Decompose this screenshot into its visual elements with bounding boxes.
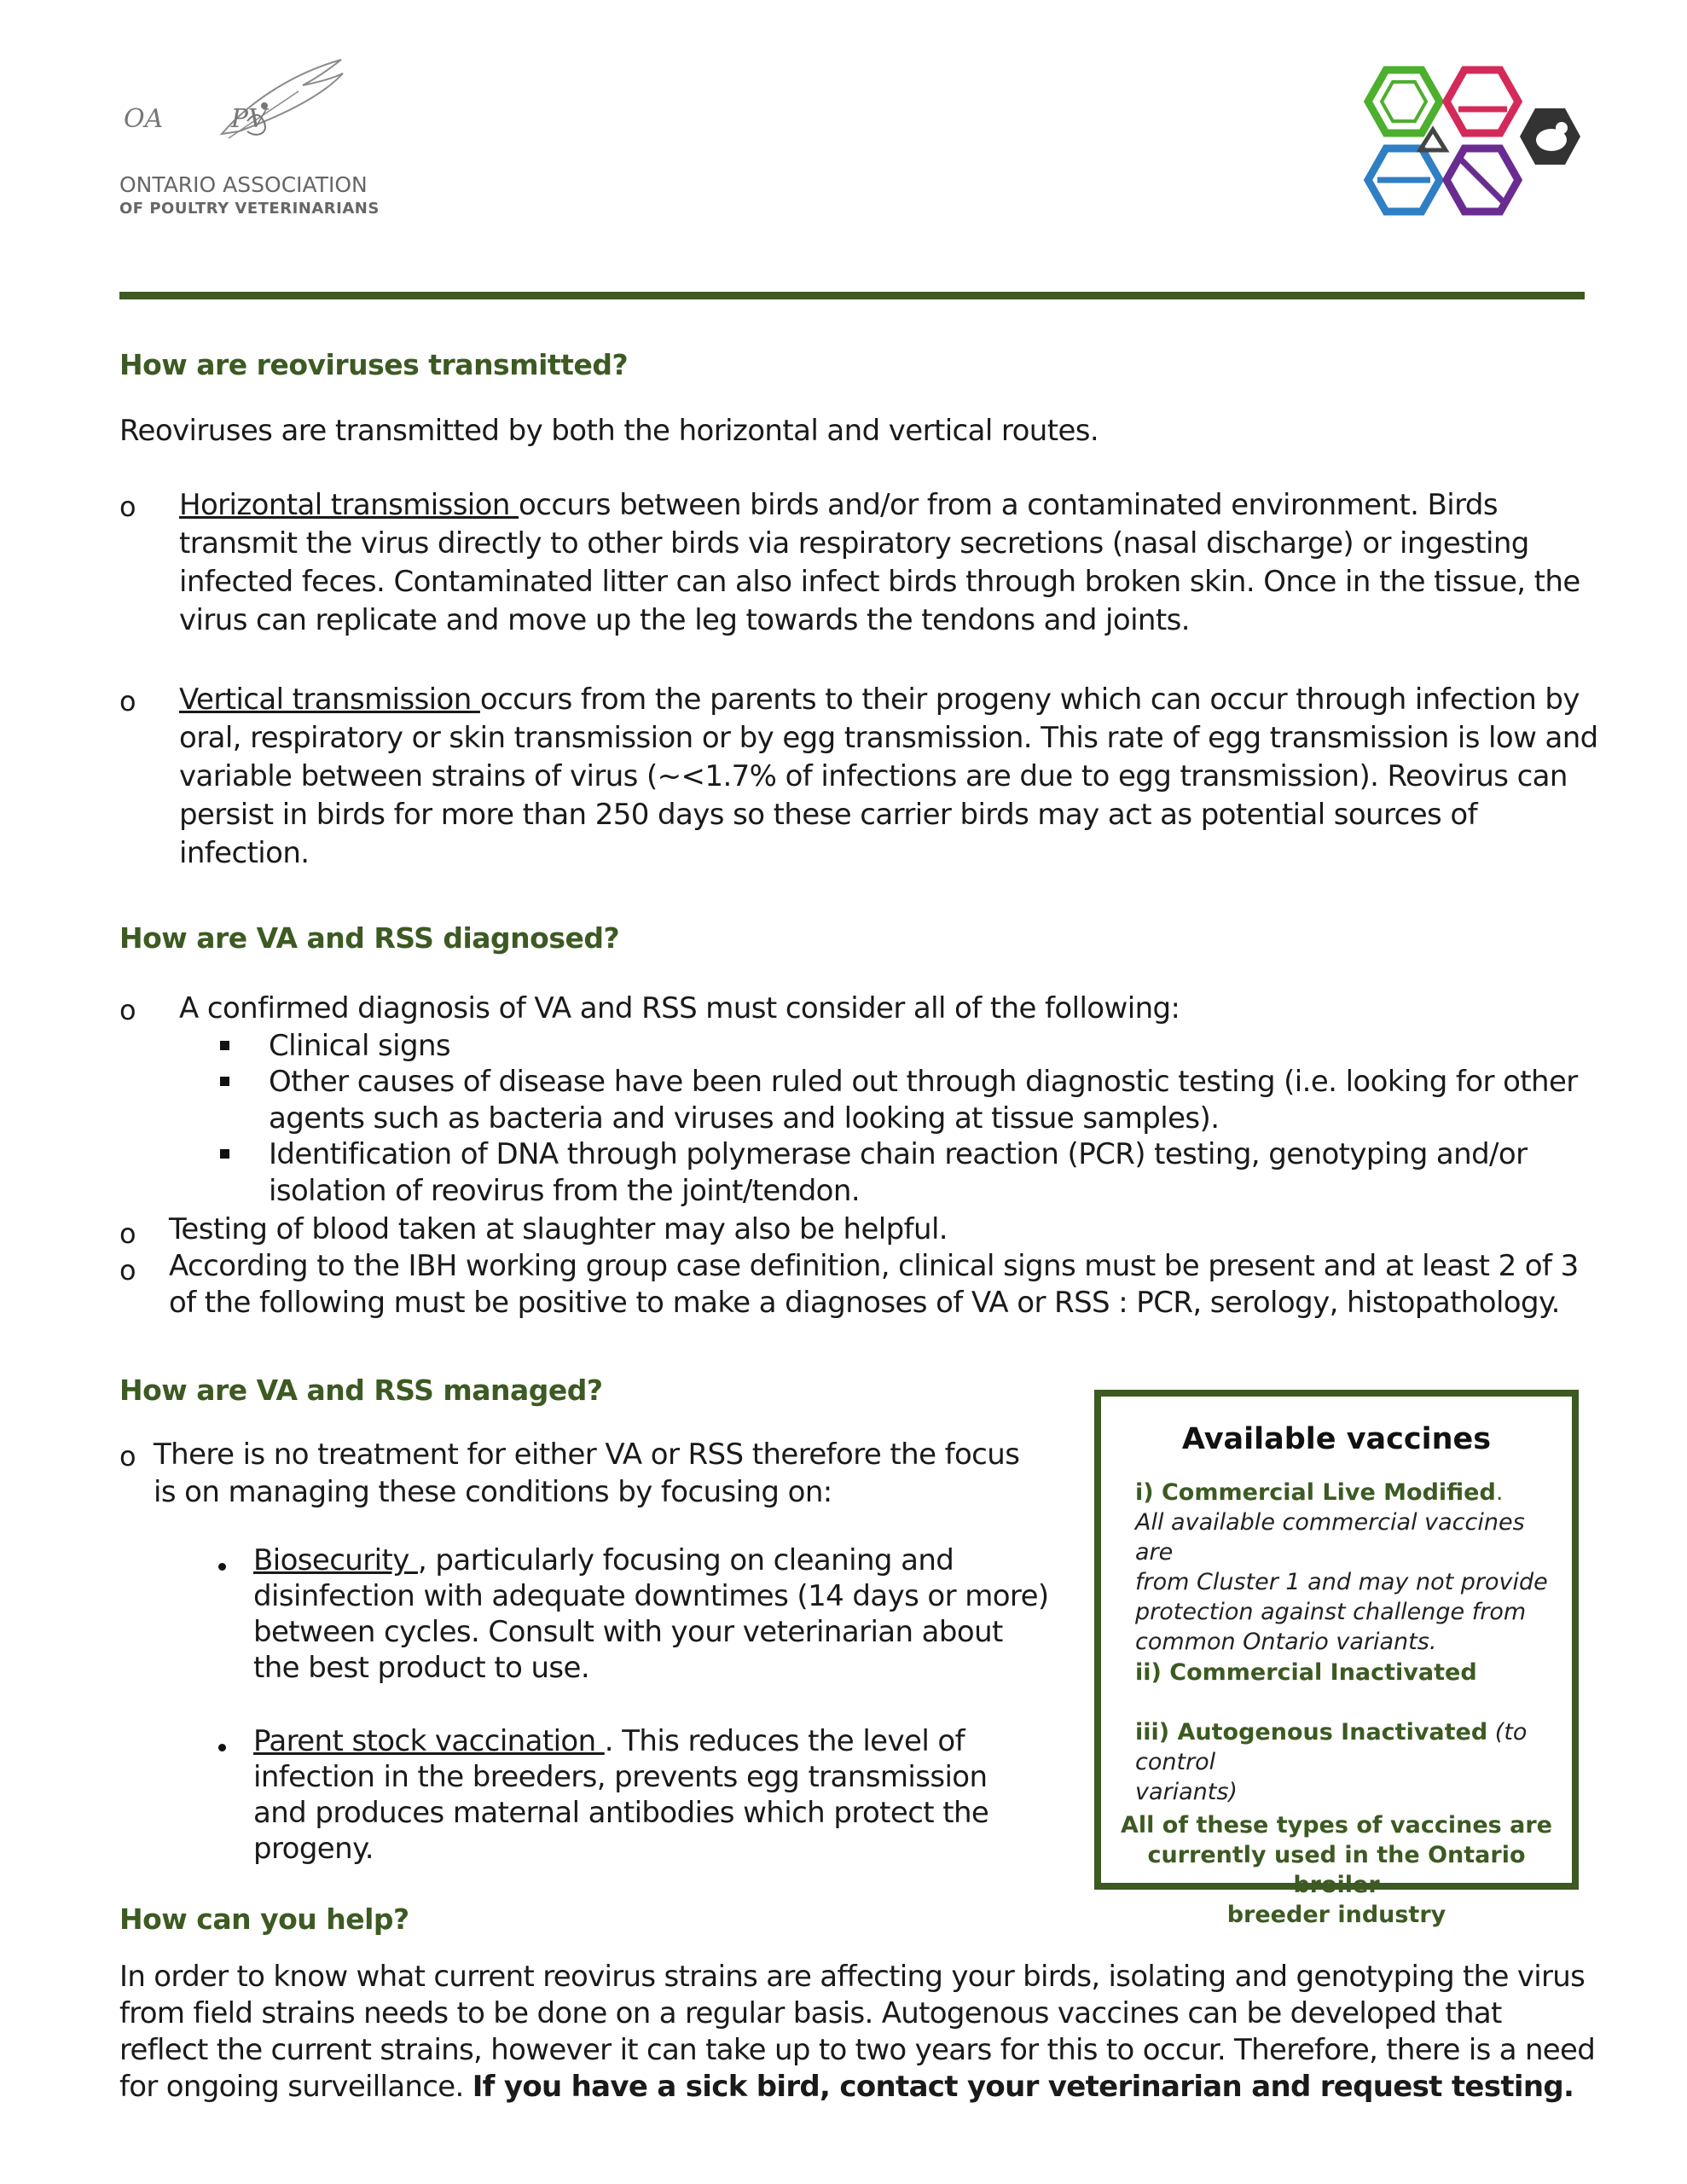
vertical-transmission-paragraph: Vertical transmission occurs from the parents to their progeny which can occur through infection by oral, respiratory or skin transmission or by egg transmission. This rate of egg transmission is low and variable between strains of virus (~<1.7% of infections are due to egg transmission). Reovirus can persist in birds for more than 250 days so these carrier birds may act as potential sources of infection. [179, 682, 1598, 870]
criteria-item: Identification of DNA through polymerase chain reaction (PCR) testing, genotyping and/or isolation of reovirus from the joint/tendon. [269, 1137, 1528, 1208]
vaccination-term: Parent stock vaccination [253, 1724, 605, 1758]
bullet-dot-icon [218, 1563, 226, 1571]
heading-management: How are VA and RSS managed? [119, 1374, 603, 1407]
criteria-item: Clinical signs [269, 1029, 451, 1063]
help-paragraph: In order to know what current reovirus strains are affecting your birds, isolating and genotyping the virus from field strains needs to be done on a regular basis. Autogenous vaccines can be developed that reflect the current strains, however it can take up to two years for this to occur. Therefore, there is a need for ongoing surveillance. If you have a sick bird, contact your veterinarian and request testing. [119, 1960, 1596, 2104]
bullet-marker: o [119, 685, 136, 717]
transmission-intro: Reoviruses are transmitted by both the horizontal and vertical routes. [119, 414, 1099, 448]
criteria-item: Other causes of disease have been ruled out through diagnostic testing (i.e. looking for other agents such as bacteria and viruses and looking at tissue samples). [269, 1065, 1578, 1136]
oapv-logo [119, 53, 380, 224]
oahn-hexagon-icon [1352, 61, 1591, 224]
logo-initials: OA PV [124, 104, 267, 134]
horizontal-transmission-paragraph: Horizontal transmission occurs between birds and/or from a contaminated environment. Birds transmit the virus directly to other birds via respiratory secretions (nasal discharge) or ingesting infected feces. Contaminated litter can also infect birds through broken skin. Once in the tissue, the virus can replicate and move up the leg towards the tendons and joints. [179, 488, 1580, 637]
header-rule [119, 292, 1585, 299]
vaccination-item: Parent stock vaccination . This reduces the level of infection in the breeders, prevents egg transmission and produces maternal antibodies which protect the progeny. [253, 1724, 989, 1866]
vaccines-box-footer: All of these types of vaccines are currently used in the Ontario broiler breeder industry [1121, 1812, 1552, 1928]
square-bullet-icon [220, 1041, 229, 1050]
org-name-line1: ONTARIO ASSOCIATION [119, 172, 368, 197]
diagnosis-extra-item: Testing of blood taken at slaughter may also be helpful. [169, 1212, 948, 1246]
management-intro: There is no treatment for either VA or RSS therefore the focus is on managing these conditions by focusing on: [154, 1438, 1020, 1509]
org-name-line2: OF POULTRY VETERINARIANS [119, 200, 380, 218]
oahn-logo [1352, 61, 1591, 224]
call-to-action: If you have a sick bird, contact your veterinarian and request testing. [472, 2070, 1574, 2104]
bullet-marker: o [119, 1254, 136, 1287]
vaccine-type-live: i) Commercial Live Modified. All available commercial vaccines are from Cluster 1 and may not provide protection against challenge from common Ontario variants. [1135, 1479, 1548, 1655]
available-vaccines-box [1094, 1390, 1579, 1928]
diagnosis-intro: A confirmed diagnosis of VA and RSS must consider all of the following: [179, 991, 1180, 1025]
heading-transmission: How are reoviruses transmitted? [119, 348, 629, 381]
heading-diagnosis: How are VA and RSS diagnosed? [119, 921, 620, 955]
heading-help: How can you help? [119, 1902, 409, 1936]
square-bullet-icon [220, 1077, 229, 1086]
vaccine-type-autogenous: iii) Autogenous Inactivated (to control variants) [1135, 1719, 1528, 1805]
bullet-marker: o [119, 1217, 136, 1250]
bullet-marker: o [119, 1440, 136, 1472]
diagnosis-extra-item: According to the IBH working group case definition, clinical signs must be present and at least 2 of 3 of the following must be positive to make a diagnoses of VA or RSS : PCR, serology, histopathology. [169, 1249, 1579, 1320]
bullet-marker: o [119, 491, 136, 523]
bullet-dot-icon [218, 1744, 226, 1751]
biosecurity-item: Biosecurity , particularly focusing on cleaning and disinfection with adequate downtimes (14 days or more) between cycles. Consult with your veterinarian about the best product to use. [253, 1543, 1049, 1685]
biosecurity-term: Biosecurity [253, 1543, 418, 1577]
square-bullet-icon [220, 1149, 229, 1159]
vaccine-type-inactivated: ii) Commercial Inactivated [1135, 1659, 1477, 1686]
vaccines-box-title: Available vaccines [1181, 1422, 1492, 1456]
vertical-transmission-term: Vertical transmission [179, 682, 480, 717]
bullet-marker: o [119, 994, 136, 1026]
horizontal-transmission-term: Horizontal transmission [179, 488, 519, 522]
